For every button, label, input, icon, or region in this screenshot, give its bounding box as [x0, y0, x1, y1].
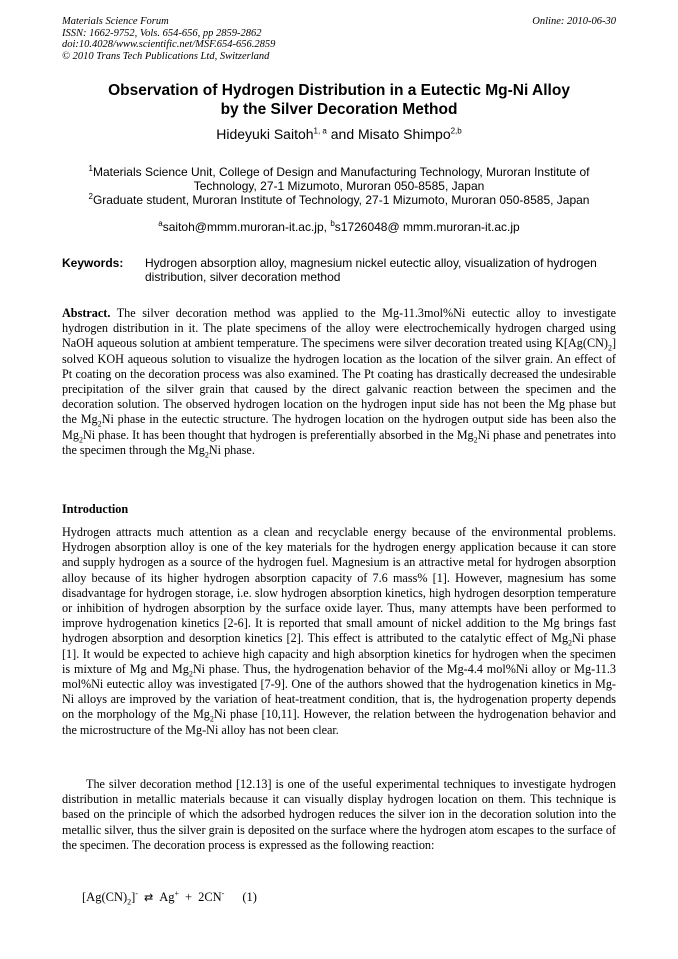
eq-lhs-charge: - — [135, 888, 138, 898]
keywords-label: Keywords: — [62, 256, 124, 270]
author-1-sup: 1, a — [313, 126, 327, 136]
keywords-text: Hydrogen absorption alloy, magnesium nickel eutectic alloy, visualization of hydrogen distribution, silver decoration method — [145, 256, 597, 285]
author-2: Misato Shimpo — [358, 126, 451, 142]
equation-1 — [82, 890, 257, 905]
abstract-text-1: The silver decoration method was applied to the Mg-11.3mol%Ni eutectic alloy to investigate hydrogen distribution in it. The plate specimens of the alloy were electrochemically hydrogen charged using NaOH aqueous solution at ambient temperature. The specimens were silver decoration treated using K[Ag(CN) — [62, 306, 616, 351]
abstract-sub-4: 2 — [473, 435, 478, 445]
intro-text-c: Ni phase. Thus, the hydrogenation behavior of the Mg-4.4 mol%Ni alloy or Mg-11.3 mol%Ni eutectic alloy was investigated [7-9]. One of the authors showed that the hydrogenation kinetics in Mg-Ni alloys are improved by the variation of heat-treatment condition, that is, the hydrogenation property depends on the morphology of the Mg — [62, 661, 617, 722]
intro-text-b: Ni phase [1]. It would be expected to achieve high capacity and high absorption kinetics for hydrogen when the specimen is mixture of Mg and Mg — [62, 631, 617, 676]
eq-lhs-sub: 2 — [127, 897, 132, 907]
affiliation-1 — [62, 165, 616, 179]
author-2-sup: 2,b — [450, 126, 462, 136]
affiliation-1-line-1: Materials Science Unit, College of Design and Manufacturing Technology, Muroran Institute of — [92, 165, 590, 179]
abstract-sub-3: 2 — [78, 435, 83, 445]
abstract-sub-5: 2 — [204, 450, 209, 460]
affiliation-1-sup: 1 — [88, 164, 93, 173]
intro-text-a: Hydrogen attracts much attention as a clean and recyclable energy because of the environmental problems. Hydrogen absorption alloy is one of the key materials for the hydrogen energy application because it can store and supply hydrogen as a source of the hydrogen fuel. Magnesium is an attractive metal for hydrogen absorption alloy because of its higher hydrogen absorption capacity of 7.6 mass% [1]. However, magnesium has some disadvantage for hydrogen storage, i.e. slow hydrogen absorption kinetics, high hydrogen desorption temperature or inhibition of hydrogen absorption by the surface oxide layer. Thus, many attempts have been performed to improve hydrogenation kinetics [2-6]. It is reported that small amount of nickel addition to the Mg brings fast hydrogen absorption and desorption kinetics [2]. This effect is attributed to the catalytic effect of Mg — [62, 525, 616, 646]
intro-text-d: Ni phase [10,11]. However, the relation between the hydrogenation behavior and the microstructure of the Mg-Ni alloy has not been clear. — [62, 707, 616, 737]
intro-sub-3: 2 — [209, 714, 214, 724]
title-line-1: Observation of Hydrogen Distribution in a Eutectic Mg-Ni Alloy — [108, 82, 570, 99]
intro-sub-2: 2 — [188, 669, 193, 679]
abstract-sub-1: 2 — [607, 343, 612, 353]
equation-number: (1) — [242, 890, 257, 904]
introduction-paragraph-1 — [62, 525, 616, 738]
issn-line: ISSN: 1662-9752, Vols. 654-656, pp 2859-2862 — [62, 27, 262, 39]
eq-cn: 2CN — [198, 890, 222, 904]
eq-ag: Ag — [159, 890, 175, 904]
eq-lhs: [Ag(CN) — [82, 890, 128, 904]
email-a: saitoh@mmm.muroran-it.ac.jp, — [162, 220, 331, 234]
author-list — [62, 126, 616, 142]
affiliation-1-line-2: Technology, 27-1 Mizumoto, Muroran 050-8585, Japan — [193, 179, 485, 194]
abstract-text-4: Ni phase. It has been thought that hydrogen is preferentially absorbed in the Mg — [82, 427, 474, 442]
introduction-paragraph-2: The silver decoration method [12.13] is one of the useful experimental techniques to investigate hydrogen distribution in metallic materials because it can visually display hydrogen location on them. This technique is based on the principle of which the adsorbed hydrogen reduces the silver ion in the decoration solution into the metallic silver, thus the silver grain is deposited on the surface where the hydrogen atom escapes to the surface of the specimen. The decoration process is expressed as the following reaction: — [62, 777, 616, 852]
journal-header — [62, 16, 275, 62]
intro-sub-1: 2 — [568, 638, 573, 648]
paper-title — [62, 81, 616, 119]
doi-line: doi:10.4028/www.scientific.net/MSF.654-656.2859 — [62, 39, 276, 50]
email-a-sup: a — [158, 219, 163, 228]
affiliation-2 — [62, 193, 616, 207]
eq-plus: + — [185, 890, 193, 904]
title-line-2: by the Silver Decoration Method — [220, 101, 458, 118]
online-date: Online: 2010-06-30 — [532, 16, 616, 27]
affiliations — [62, 165, 616, 208]
journal-name: Materials Science Forum — [62, 16, 169, 27]
affiliation-2-text: Graduate student, Muroran Institute of Technology, 27-1 Mizumoto, Muroran 050-8585, Japan — [92, 193, 590, 208]
abstract-text-6: Ni phase. — [208, 442, 255, 457]
eq-lhs-close: ] — [131, 890, 136, 904]
copyright-line: © 2010 Trans Tech Publications Ltd, Switzerland — [62, 50, 270, 62]
abstract-text-2: ] solved KOH aqueous solution to visualize the hydrogen location as the location of the silver grain. An effect of Pt coating on the decoration process was also examined. The Pt coating has drastically decreased the undesirable precipitation of the silver grain that caused by the direct galvanic reaction between the specimen and the decoration solution. The observed hydrogen location on the hydrogen input side has not been the Mg phase but the Mg — [62, 336, 616, 427]
introduction-heading: Introduction — [62, 502, 129, 516]
equilibrium-arrow-icon: ⇄ — [143, 892, 154, 904]
abstract — [62, 306, 616, 458]
eq-ag-charge: + — [174, 888, 179, 898]
abstract-label: Abstract. — [62, 306, 111, 320]
email-b-sup: b — [330, 219, 335, 228]
author-connector: and — [326, 126, 359, 142]
affiliation-2-sup: 2 — [88, 192, 93, 202]
email-b: s1726048@ mmm.muroran-it.ac.jp — [334, 220, 520, 234]
author-1: Hideyuki Saitoh — [216, 126, 314, 142]
abstract-text-5: Ni phase and penetrates into the specimen through the Mg — [62, 427, 616, 457]
eq-cn-charge: - — [221, 888, 225, 898]
author-emails — [62, 220, 616, 234]
abstract-text-3: Ni phase in the eutectic structure. The hydrogen location on the hydrogen output side has been also the Mg — [62, 412, 616, 442]
abstract-sub-2: 2 — [97, 419, 102, 429]
